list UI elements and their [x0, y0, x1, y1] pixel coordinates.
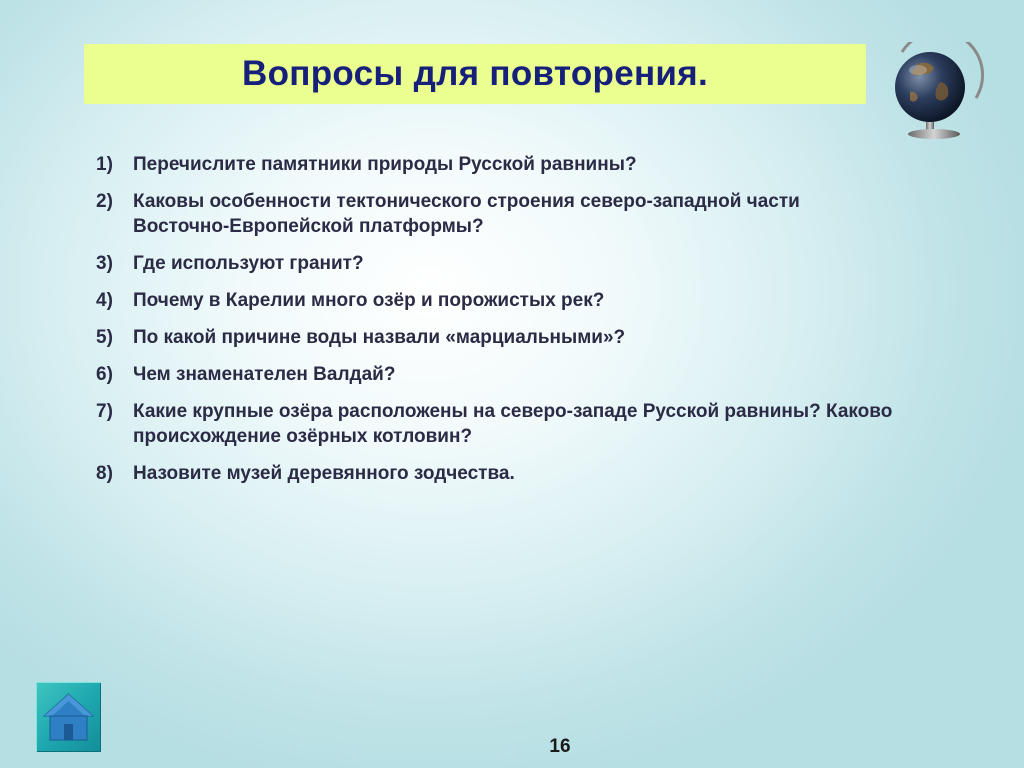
list-number: 2) [96, 191, 113, 212]
page-number: 16 [549, 736, 571, 757]
list-item [96, 362, 896, 387]
question-text: Каковы особенности тектонического строения северо-западной части Восточно-Европейской платформы? [133, 191, 800, 237]
list-item [96, 461, 896, 486]
list-number: 8) [96, 463, 113, 484]
question-text: По какой причине воды назвали «марциальными»? [133, 327, 626, 348]
question-text: Чем знаменателен Валдай? [133, 364, 396, 385]
question-text: Какие крупные озёра расположены на северо-западе Русской равнины? Каково происхождение озёрных котловин? [133, 401, 893, 447]
list-item [96, 251, 896, 276]
title-banner [84, 44, 866, 104]
list-number: 4) [96, 290, 113, 311]
question-text: Где используют гранит? [133, 253, 364, 274]
list-item [96, 288, 896, 313]
questions-list [96, 152, 896, 498]
slide-title: Вопросы для повторения. [242, 54, 708, 93]
home-button[interactable] [36, 682, 101, 752]
question-text: Назовите музей деревянного зодчества. [133, 463, 515, 484]
list-number: 1) [96, 154, 113, 175]
question-text: Почему в Карелии много озёр и порожистых рек? [133, 290, 605, 311]
list-number: 3) [96, 253, 113, 274]
home-icon [42, 690, 95, 744]
list-number: 6) [96, 364, 113, 385]
globe-icon [888, 42, 984, 142]
list-item [96, 325, 896, 350]
list-number: 5) [96, 327, 113, 348]
list-item [96, 152, 896, 177]
list-number: 7) [96, 401, 113, 422]
list-item [96, 399, 896, 449]
question-text: Перечислите памятники природы Русской равнины? [133, 154, 637, 175]
list-item [96, 189, 896, 239]
